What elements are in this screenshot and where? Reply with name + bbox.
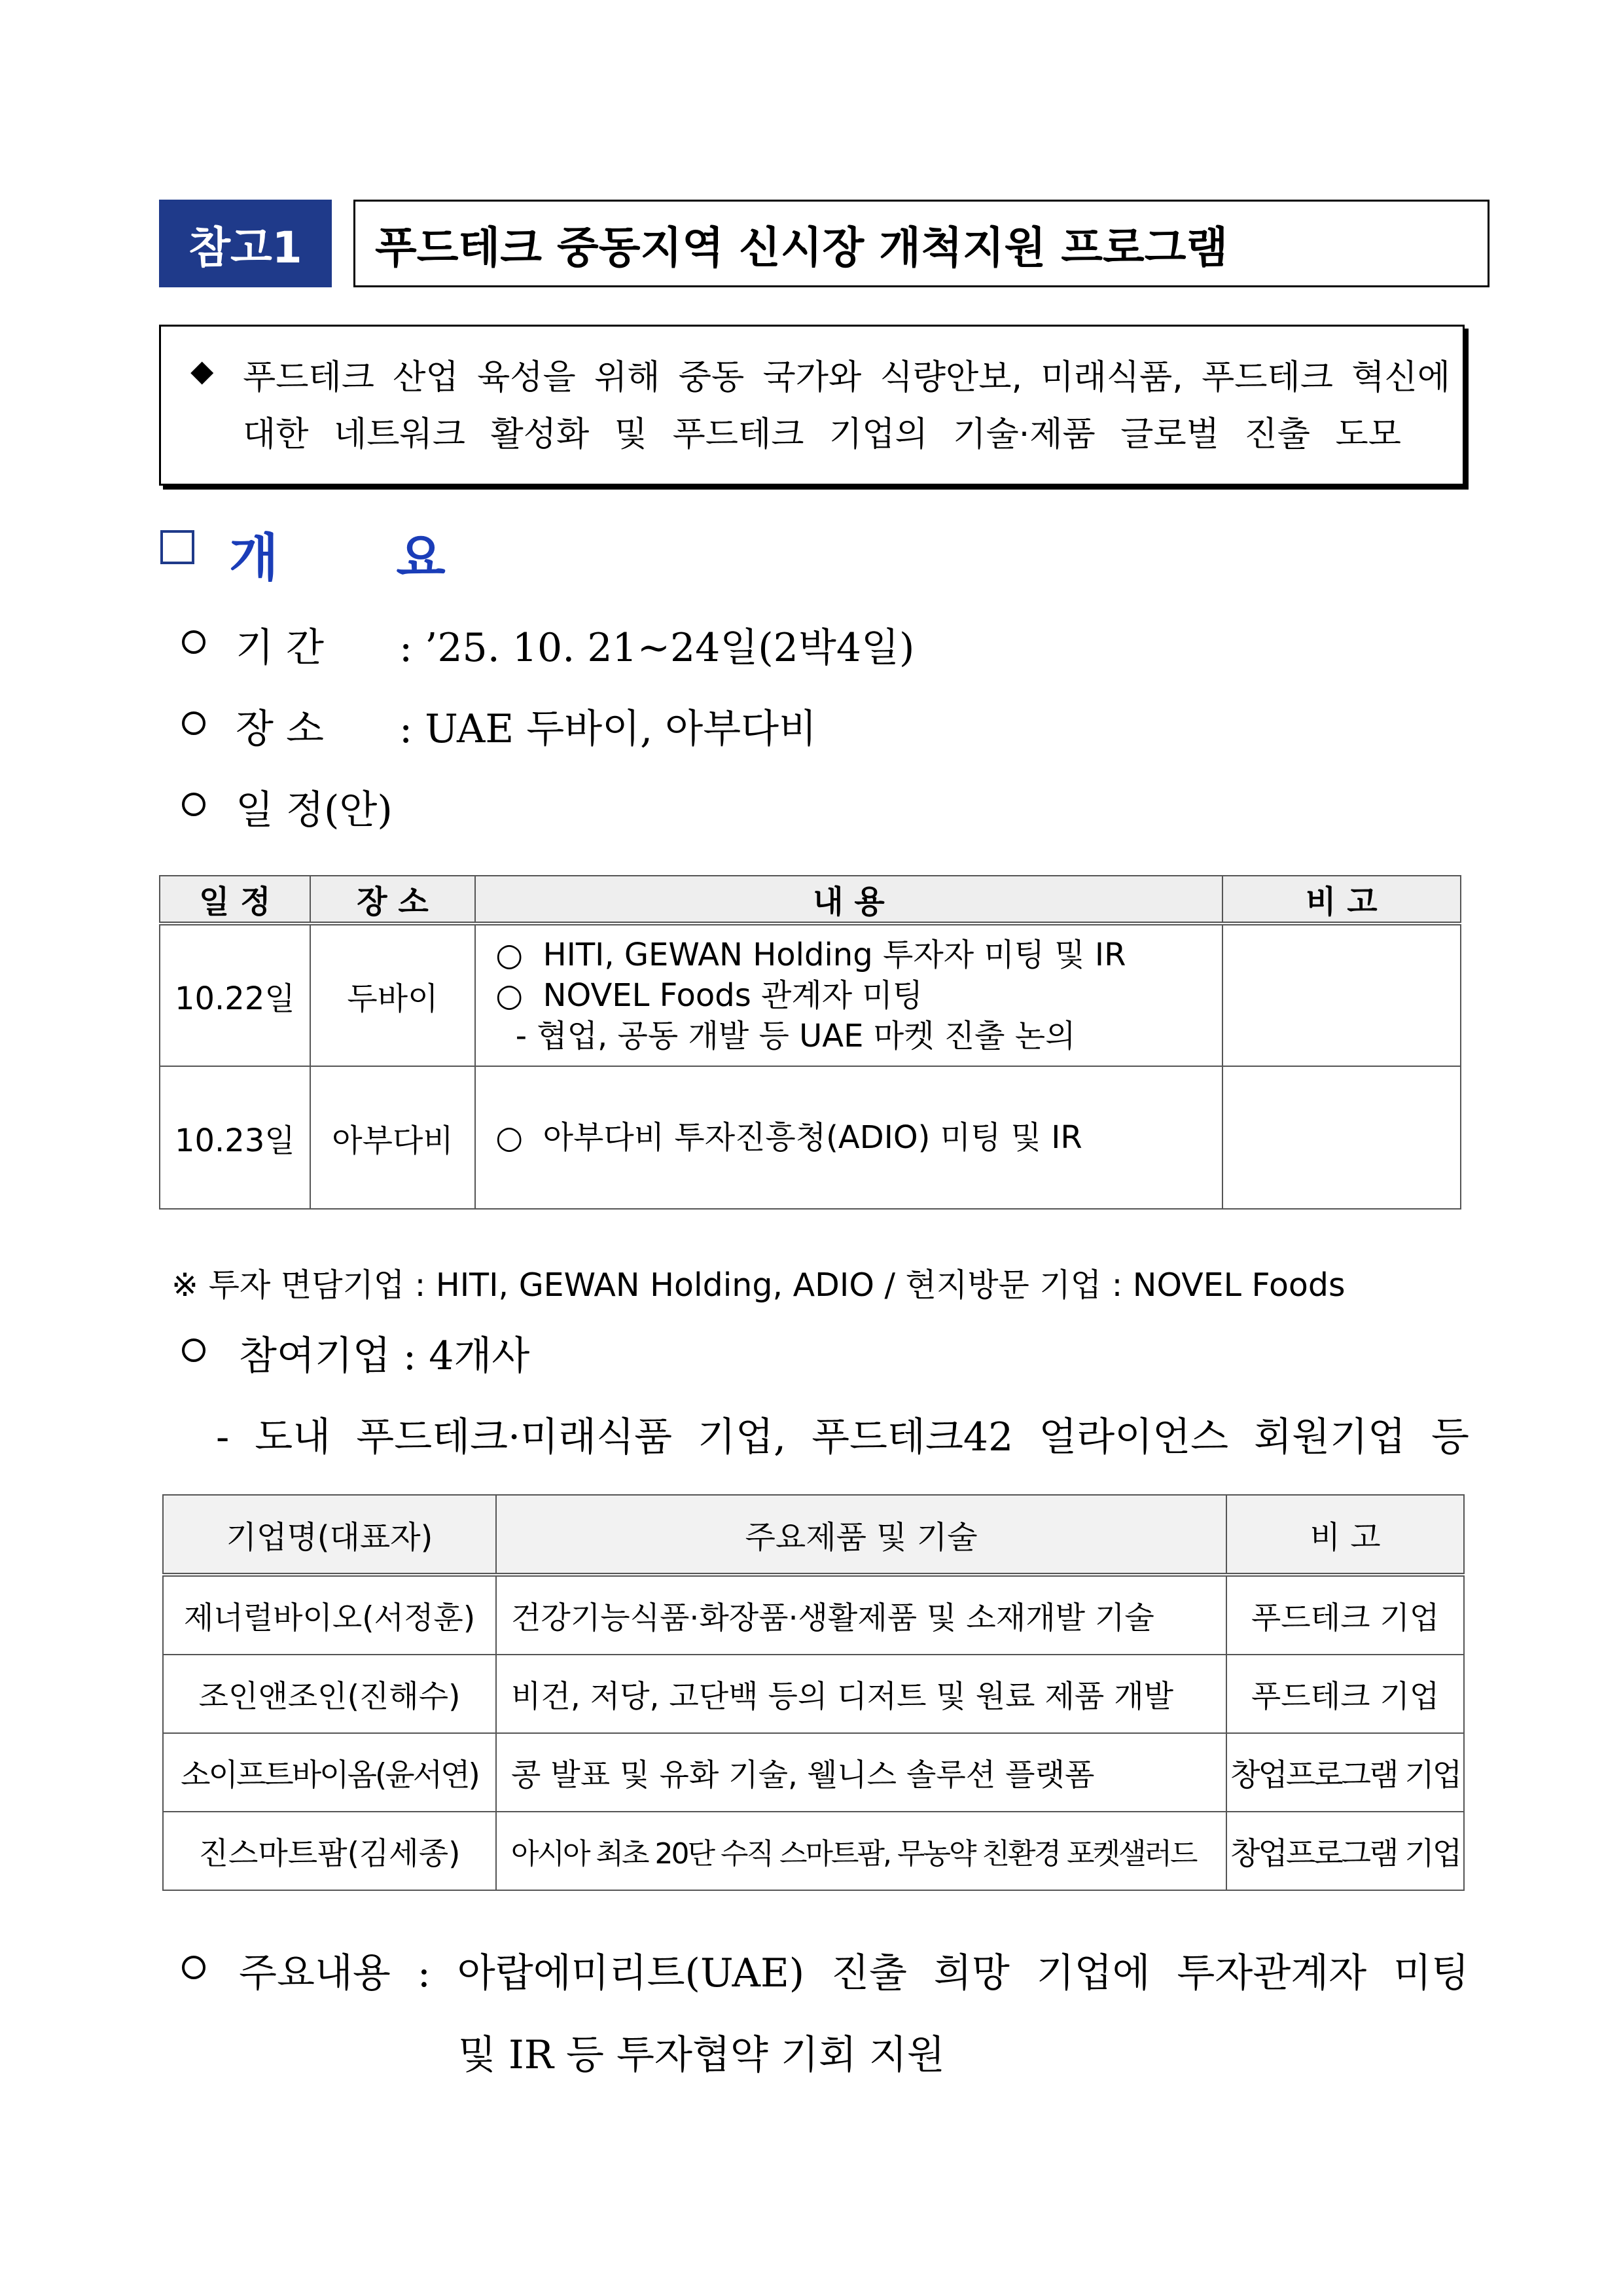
company-product: 비건, 저당, 고단백 등의 디저트 및 원료 제품 개발 xyxy=(496,1655,1226,1733)
summary-line-1: 푸드테크 산업 육성을 위해 중동 국가와 식량안보, 미래식품, 푸드테크 혁신에 xyxy=(243,358,1450,397)
schedule-place: 아부다비 xyxy=(310,1066,475,1209)
company-name: 진스마트팜(김세종) xyxy=(163,1812,496,1890)
circle-bullet-icon xyxy=(182,711,205,735)
schedule-header-note: 비 고 xyxy=(1222,876,1461,924)
table-row xyxy=(160,1066,1461,1209)
summary-box xyxy=(159,325,1465,486)
summary-line-2: 대한 네트워크 활성화 및 푸드테크 기업의 기술·제품 글로벌 진출 도모 xyxy=(243,415,1401,454)
schedule-note xyxy=(1222,1066,1461,1209)
circle-bullet-icon xyxy=(182,1338,205,1362)
company-header-note: 비 고 xyxy=(1226,1495,1464,1575)
section-title: 개요 xyxy=(229,529,563,588)
table-row xyxy=(163,1812,1464,1890)
diamond-bullet-icon: ◆ xyxy=(190,353,214,388)
company-table xyxy=(162,1494,1465,1891)
section-checkbox-icon xyxy=(160,530,194,564)
schedule-content-line: ○ HITI, GEWAN Holding 투자자 미팅 및 IR xyxy=(495,937,1126,973)
table-row xyxy=(163,1733,1464,1812)
company-header-product: 주요제품 및 기술 xyxy=(496,1495,1226,1575)
schedule-content-line: ○ 아부다비 투자진흥청(ADIO) 미팅 및 IR xyxy=(495,1119,1082,1156)
schedule-date: 10.23일 xyxy=(160,1066,310,1209)
company-name: 소이프트바이옴(윤서연) xyxy=(163,1733,496,1812)
schedule-date: 10.22일 xyxy=(160,924,310,1066)
main-content-line-1: 주요내용 : 아랍에미리트(UAE) 진출 희망 기업에 투자관계자 미팅 xyxy=(239,1950,1469,1996)
company-header-name: 기업명(대표자) xyxy=(163,1495,496,1575)
company-note: 푸드테크 기업 xyxy=(1226,1575,1464,1655)
schedule-label: 일 정(안) xyxy=(236,787,393,833)
table-row xyxy=(160,924,1461,1066)
period-label: 기 간 xyxy=(236,625,324,671)
schedule-place: 두바이 xyxy=(310,924,475,1066)
participants-detail: - 도내 푸드테크·미래식품 기업, 푸드테크42 얼라이언스 회원기업 등 xyxy=(216,1414,1469,1460)
circle-bullet-icon xyxy=(182,1956,205,1979)
schedule-note xyxy=(1222,924,1461,1066)
circle-bullet-icon xyxy=(182,630,205,654)
participants-label: 참여기업 : 4개사 xyxy=(239,1333,530,1379)
schedule-content-line: ○ NOVEL Foods 관계자 미팅 xyxy=(495,977,923,1014)
table-row xyxy=(163,1575,1464,1655)
page-title: 푸드테크 중동지역 신시장 개척지원 프로그램 xyxy=(353,200,1489,287)
main-content-line-2: 및 IR 등 투자협약 기회 지원 xyxy=(458,2032,945,2078)
schedule-header-date: 일 정 xyxy=(160,876,310,924)
period-value: : ’25. 10. 21~24일(2박4일) xyxy=(399,625,915,671)
schedule-content-line: - 협업, 공동 개발 등 UAE 마켓 진출 논의 xyxy=(495,1018,1076,1054)
schedule-header-place: 장 소 xyxy=(310,876,475,924)
company-name: 조인앤조인(진해수) xyxy=(163,1655,496,1733)
company-note: 창업프로그램 기업 xyxy=(1226,1733,1464,1812)
company-note: 푸드테크 기업 xyxy=(1226,1655,1464,1733)
circle-bullet-icon xyxy=(182,793,205,816)
place-value: : UAE 두바이, 아부다비 xyxy=(399,706,817,752)
place-label: 장 소 xyxy=(236,706,324,752)
schedule-content xyxy=(475,1066,1222,1209)
company-name: 제너럴바이오(서정훈) xyxy=(163,1575,496,1655)
company-product: 콩 발표 및 유화 기술, 웰니스 솔루션 플랫폼 xyxy=(496,1733,1226,1812)
company-product: 건강기능식품·화장품·생활제품 및 소재개발 기술 xyxy=(496,1575,1226,1655)
reference-badge: 참고1 xyxy=(159,200,332,287)
company-product: 아시아 최초 20단 수직 스마트팜, 무농약 친환경 포켓샐러드 xyxy=(496,1812,1226,1890)
schedule-content xyxy=(475,924,1222,1066)
schedule-table xyxy=(159,875,1461,1210)
footnote: ※ 투자 면담기업 : HITI, GEWAN Holding, ADIO / 현지방문 기업 : NOVEL Foods xyxy=(171,1266,1346,1304)
table-row xyxy=(163,1655,1464,1733)
company-note: 창업프로그램 기업 xyxy=(1226,1812,1464,1890)
schedule-header-content: 내 용 xyxy=(475,876,1222,924)
